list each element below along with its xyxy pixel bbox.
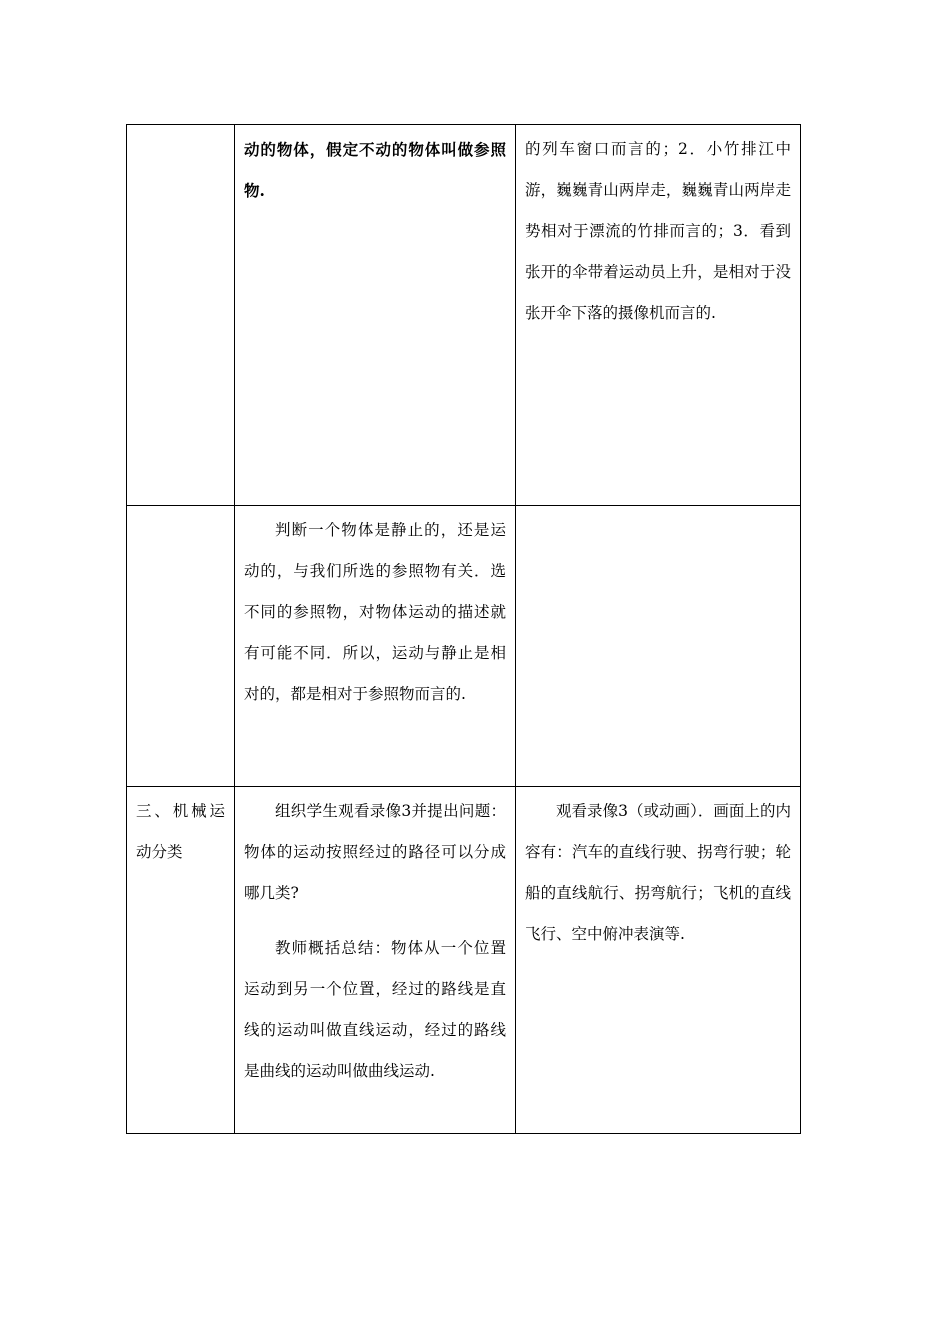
teacher-activity-cell (235, 787, 516, 1134)
student-text: 观看录像3（或动画）．画面上的内容有：汽车的直线行驶、拐弯行驶；轮船的直线航行、拐弯航行；飞机的直线飞行、空中俯冲表演等. (525, 802, 791, 943)
teacher-summary-text: 教师概括总结：物体从一个位置运动到另一个位置，经过的路线是直线的运动叫做直线运动，经过的路线是曲线的运动叫做曲线运动. (244, 939, 506, 1080)
student-activity-cell (516, 787, 801, 1134)
section-title: 三、机械运动分类 (136, 802, 225, 861)
teacher-text: 组织学生观看录像3并提出问题：物体的运动按照经过的路径可以分成哪几类? (244, 802, 506, 902)
student-activity-cell (516, 125, 801, 506)
table-row (127, 125, 801, 506)
teacher-text: 判断一个物体是静止的，还是运动的，与我们所选的参照物有关．选不同的参照物，对物体运动的描述就有可能不同．所以，运动与静止是相对的，都是相对于参照物而言的. (244, 521, 506, 703)
table-row (127, 787, 801, 1134)
student-activity-cell (516, 506, 801, 787)
teacher-activity-cell (235, 506, 516, 787)
lesson-plan-table (126, 124, 801, 1134)
teacher-text: 动的物体，假定不动的物体叫做参照物. (244, 140, 506, 200)
section-cell (127, 125, 235, 506)
student-text: 的列车窗口而言的；2．小竹排江中游，巍巍青山两岸走，巍巍青山两岸走势相对于漂流的竹排而言的；3．看到张开的伞带着运动员上升，是相对于没张开伞下落的摄像机而言的. (525, 140, 791, 322)
teacher-activity-cell (235, 125, 516, 506)
section-cell (127, 787, 235, 1134)
table-row (127, 506, 801, 787)
section-cell (127, 506, 235, 787)
